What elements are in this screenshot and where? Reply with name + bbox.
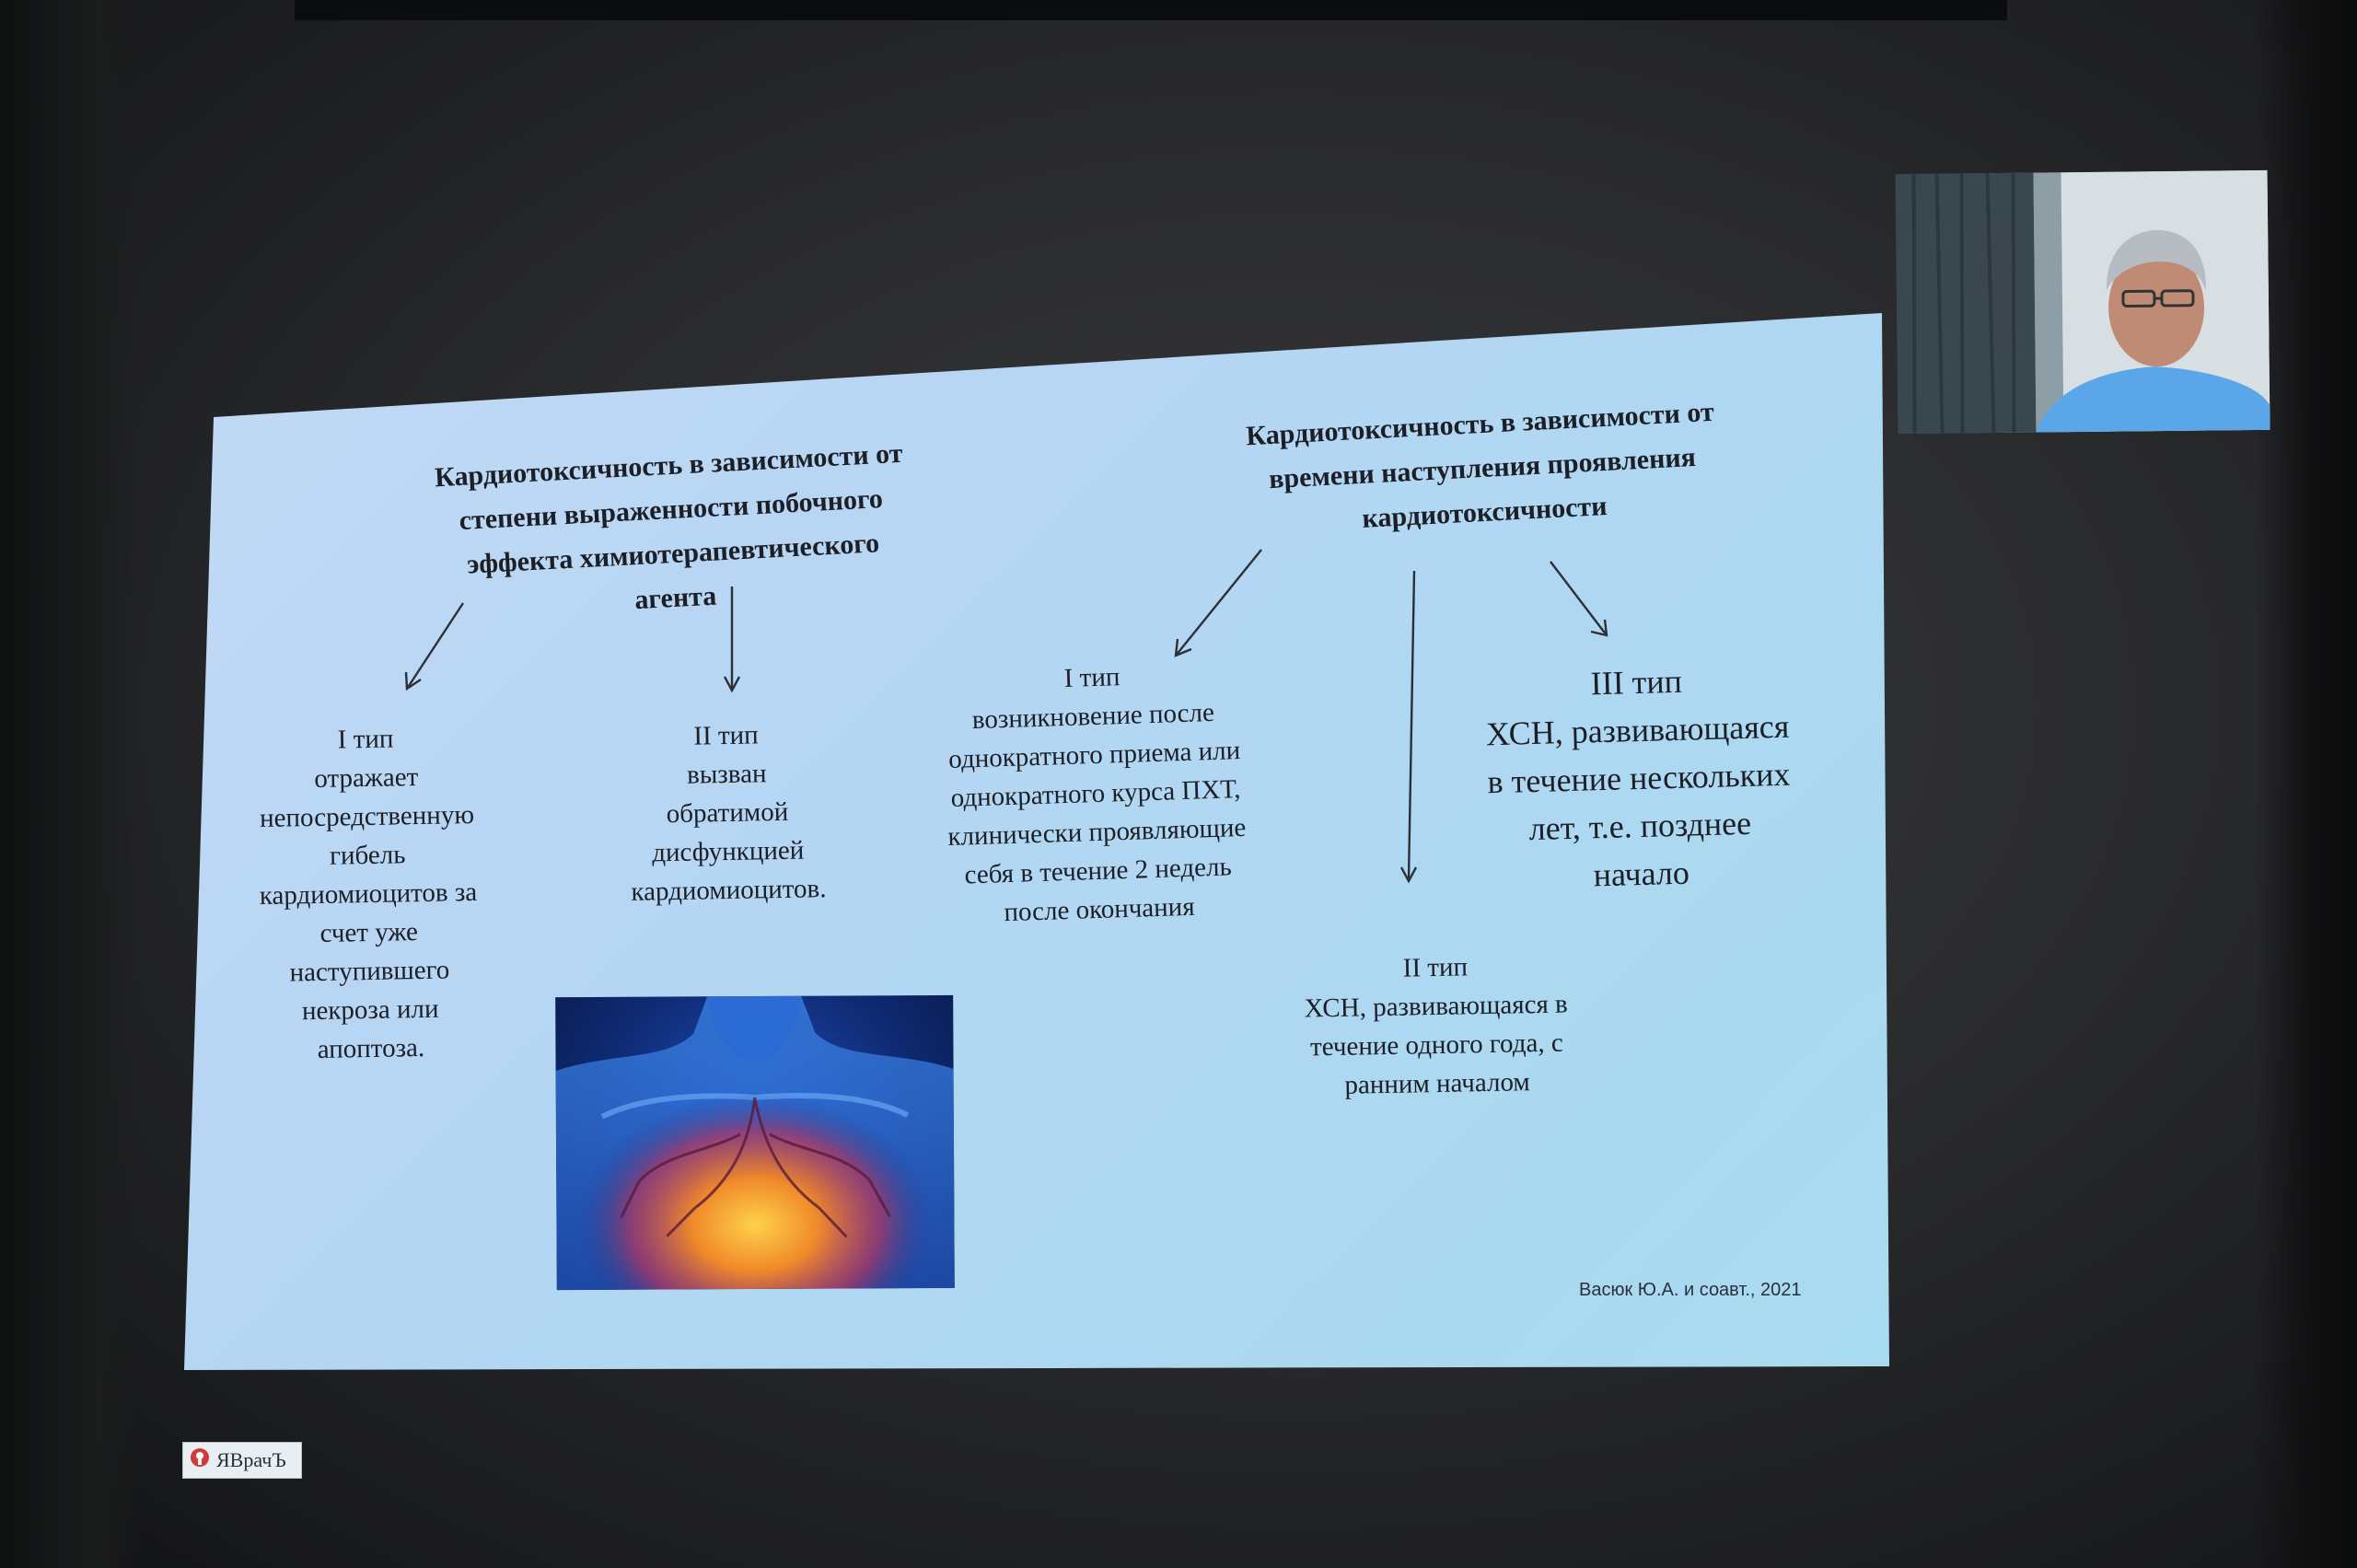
text-line: себя в течение 2 недель [964, 852, 1233, 890]
text-line: кардиомиоцитов за [259, 877, 478, 912]
webcam-person-icon [1896, 170, 2270, 434]
text-line: после окончания [1003, 891, 1196, 928]
text-line: ХСН, развивающаяся в [1304, 989, 1569, 1024]
text-line: II тип [1402, 952, 1469, 983]
text-line: ХСН, развивающаяся [1485, 707, 1790, 753]
left-header-line: эффекта химиотерапевтического [466, 528, 880, 580]
text-line: в течение нескольких [1487, 755, 1791, 801]
left-header-line: Кардиотоксичность в зависимости от [434, 437, 904, 494]
text-line: течение одного года, с [1309, 1028, 1563, 1063]
text-line: кардиомиоцитов. [631, 874, 827, 907]
left-type2-text [587, 714, 867, 912]
text-line: вызван [686, 759, 767, 790]
text-line: обратимой [666, 796, 789, 830]
speaker-webcam [1896, 170, 2270, 434]
text-line: однократного приема или [947, 736, 1241, 774]
text-line: II тип [693, 720, 759, 751]
text-line: апоптоза. [317, 1032, 425, 1064]
right-type3-text [1443, 654, 1836, 903]
text-line: ранним началом [1344, 1067, 1530, 1100]
right-header-line: времени наступления проявления [1268, 441, 1697, 495]
yavrach-logo [182, 1442, 302, 1479]
left-type1-text [209, 717, 528, 1071]
text-line: начало [1593, 854, 1690, 894]
text-line: отражает [314, 762, 419, 795]
heart-icon [555, 995, 955, 1290]
text-line: однократного курса ПХТ, [950, 774, 1241, 813]
text-line: клинически проявляющие [946, 812, 1247, 853]
citation: Васюк Ю.А. и соавт., 2021 [1579, 1280, 1802, 1300]
text-line: возникновение после [971, 697, 1215, 736]
yavrach-logo-icon [189, 1446, 211, 1474]
anatomical-heart-illustration [555, 995, 955, 1290]
right-header-line: кардиотоксичности [1361, 490, 1608, 534]
right-type2-text [1251, 946, 1622, 1107]
text-line: некроза или [301, 993, 439, 1027]
left-header-line: агента [633, 580, 718, 616]
text-line: непосредственную [259, 799, 475, 834]
right-header-line: Кардиотоксичность в зависимости от [1245, 396, 1715, 452]
text-line: I тип [337, 724, 394, 755]
text-line: гибель [329, 840, 406, 871]
text-line: счет уже [319, 917, 419, 948]
text-line: лет, т.е. позднее [1528, 804, 1752, 848]
text-line: дисфункцией [651, 835, 805, 868]
text-line: I тип [1063, 662, 1120, 694]
text-line: III тип [1590, 662, 1683, 703]
right-type1-text [898, 652, 1293, 935]
text-line: наступившего [289, 955, 450, 988]
left-header-line: степени выраженности побочного [458, 483, 884, 537]
logo-text: ЯВрачЪ [216, 1448, 286, 1471]
